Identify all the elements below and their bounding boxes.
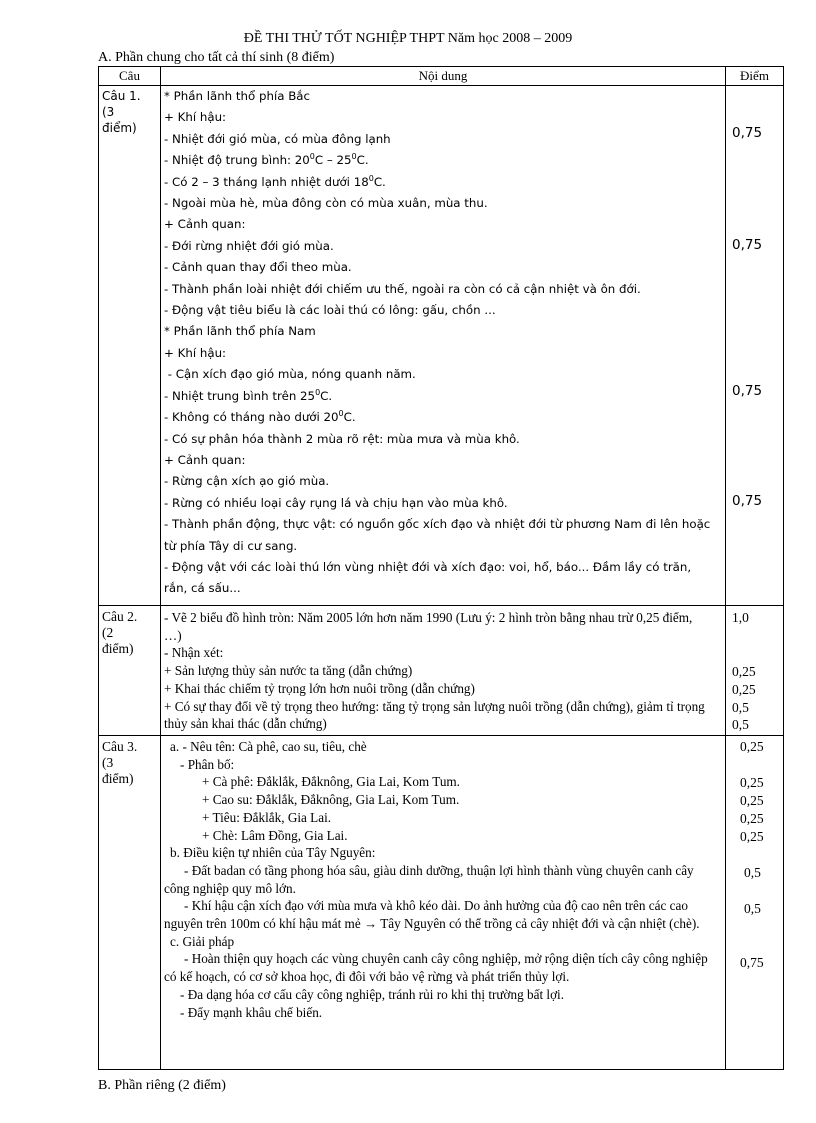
content-line: + Chè: Lâm Đồng, Gia Lai. [202, 827, 348, 843]
content-line: + Cà phê: Đắklắk, Đắknông, Gia Lai, Kom Tum. [202, 774, 460, 790]
score-value: 0,75 [732, 383, 763, 399]
section-a-heading: A. Phần chung cho tất cả thí sinh (8 điểm) [98, 50, 335, 65]
content-line: - Đới rừng nhiệt đới gió mùa. [164, 238, 334, 253]
content-line: - Động vật với các loài thú lớn vùng nhiệt đới và xích đạo: voi, hổ, báo... Đầm lầy có trăn, rắn, cá sấu... [164, 559, 692, 596]
content-line: - Đất badan có tầng phong hóa sâu, giàu dinh dưỡng, thuận lợi hình thành vùng chuyên canh cây công nghiệp quy mô lớn. [164, 862, 694, 896]
question-label-text: (2 [102, 625, 114, 640]
superscript-degree: 0 [338, 409, 344, 419]
content-line: - Cận xích đạo gió mùa, nóng quanh năm. [164, 367, 416, 382]
content-text: - Nhiệt trung bình trên 25 [164, 388, 316, 403]
question-label-text: Câu 1. [102, 89, 141, 103]
question-1-content [161, 86, 726, 606]
question-2-content [161, 606, 726, 736]
question-label-text: Câu 2. [102, 609, 138, 624]
arrow-right-icon: → [363, 916, 378, 932]
score-value: 0,25 [740, 811, 764, 826]
score-value: 0,25 [732, 664, 756, 679]
content-line: * Phần lãnh thổ phía Bắc [164, 89, 311, 103]
score-value: 0,25 [740, 829, 764, 844]
score-value: 0,75 [740, 955, 764, 970]
answer-table [98, 66, 784, 1070]
content-line: - Cảnh quan thay đổi theo mùa. [164, 260, 352, 275]
question-1-label [99, 86, 161, 606]
content-text: - Không có tháng nào dưới 20 [164, 410, 339, 425]
question-3-content [161, 736, 726, 1070]
question-3-row [99, 736, 784, 1070]
content-line: - Vẽ 2 biểu đồ hình tròn: Năm 2005 lớn hơn năm 1990 (Lưu ý: 2 hình tròn bằng nhau trừ 0,25 điểm, …) [164, 610, 693, 643]
score-value: 0,5 [732, 717, 749, 732]
score-value: 0,5 [744, 901, 761, 916]
content-line: + Khí hậu: [164, 110, 227, 125]
header-diem: Điểm [726, 67, 784, 86]
content-text: C. [356, 153, 369, 168]
content-line: - Thành phần loài nhiệt đới chiếm ưu thế, ngoài ra còn có cả cận nhiệt và ôn đới. [164, 281, 641, 296]
content-text: Tây Nguyên có thể trồng cả cây nhiệt đới và cận nhiệt (chè). [380, 916, 700, 932]
question-1-scores [726, 86, 784, 606]
content-line: + Khai thác chiếm tỷ trọng lớn hơn nuôi trồng (dẫn chứng) [164, 680, 475, 696]
content-line: + Tiêu: Đắklắk, Gia Lai. [202, 809, 332, 825]
score-value: 0,5 [744, 865, 761, 880]
header-cau: Câu [99, 67, 161, 86]
content-line: + Có sự thay đổi về tỷ trọng theo hướng: tăng tỷ trọng sản lượng nuôi trồng (dẫn chứng), giảm tỉ trọng thủy sản khai thác (dẫn chứng) [164, 698, 705, 732]
score-value: 0,5 [732, 700, 749, 715]
content-line: - Đẩy mạnh khâu chế biến. [180, 1004, 323, 1020]
score-value: 0,25 [740, 775, 764, 790]
question-3-scores [726, 736, 784, 1070]
content-line: - Rừng cận xích ạo gió mùa. [164, 474, 330, 489]
content-line: - Hoàn thiện quy hoạch các vùng chuyên canh cây công nghiệp, mở rộng diện tích cây công nghiệp có kế hoạch, có cơ sở khoa học, đi đôi với bảo vệ rừng và phát triển thủy lợi. [164, 951, 708, 985]
content-line: - Rừng có nhiều loại cây rụng lá và chịu hạn vào mùa khô. [164, 495, 508, 510]
content-line: - Nhận xét: [164, 645, 224, 661]
content-line [164, 172, 722, 193]
content-text: C. [343, 410, 356, 425]
content-line: * Phần lãnh thổ phía Nam [164, 324, 316, 339]
question-label-text: điểm) [102, 771, 134, 786]
score-value: 0,25 [740, 739, 764, 754]
question-2-scores [726, 606, 784, 736]
score-value: 0,75 [732, 125, 763, 141]
content-line: - Ngoài mùa hè, mùa đông còn có mùa xuân, mùa thu. [164, 196, 488, 211]
content-text: - Có 2 – 3 tháng lạnh nhiệt dưới 18 [164, 174, 369, 189]
score-value: 0,75 [732, 493, 763, 509]
question-2-row [99, 606, 784, 736]
content-line: - Nhiệt đới gió mùa, có mùa đông lạnh [164, 131, 391, 146]
question-label-text: (3 [102, 105, 115, 119]
content-line [164, 386, 722, 407]
content-line: + Sản lượng thủy sản nước ta tăng (dẫn chứng) [164, 663, 413, 679]
content-line: - Có sự phân hóa thành 2 mùa rõ rệt: mùa mưa và mùa khô. [164, 431, 520, 446]
content-line: a. - Nêu tên: Cà phê, cao su, tiêu, chè [170, 739, 367, 754]
score-value: 0,25 [740, 793, 764, 808]
question-label-text: điểm) [102, 641, 134, 656]
question-2-label [99, 606, 161, 736]
content-line: - Phân bố: [180, 756, 235, 772]
content-line [164, 897, 722, 932]
content-text: C – 25 [314, 153, 352, 168]
question-1-row [99, 86, 784, 606]
score-value: 0,25 [732, 682, 756, 697]
section-b-heading: B. Phần riêng (2 điểm) [98, 1078, 226, 1093]
content-line [164, 407, 722, 428]
superscript-degree: 0 [309, 152, 315, 162]
question-label-text: Câu 3. [102, 739, 138, 754]
superscript-degree: 0 [351, 152, 357, 162]
score-value: 0,75 [732, 237, 763, 253]
content-text: - Khí hậu cận xích đạo với mùa mưa và khô kéo dài. Do ảnh hưởng của độ cao nên trên các cao nguyên trên 100m có khí hậu mát mẻ [164, 898, 688, 932]
content-text: C. [373, 174, 386, 189]
content-line: c. Giải pháp [170, 933, 235, 949]
score-value: 1,0 [732, 610, 749, 625]
question-label-text: điểm) [102, 121, 137, 135]
content-text: - Nhiệt độ trung bình: 20 [164, 153, 310, 168]
content-line: + Khí hậu: [164, 345, 227, 360]
content-line: + Cảnh quan: [164, 452, 246, 467]
content-text: C. [320, 388, 333, 403]
content-line: b. Điều kiện tự nhiên của Tây Nguyên: [170, 845, 376, 861]
content-line: + Cao su: Đắklắk, Đắknông, Gia Lai, Kom Tum. [202, 792, 460, 808]
content-line: - Đa dạng hóa cơ cấu cây công nghiệp, tránh rủi ro khi thị trường bất lợi. [180, 986, 565, 1002]
question-3-label [99, 736, 161, 1070]
content-line: - Thành phần động, thực vật: có nguồn gốc xích đạo và nhiệt đới từ phương Nam đi lên hoặc từ phía Tây di cư sang. [164, 517, 711, 553]
header-noi-dung: Nội dung [161, 67, 726, 86]
content-line: - Động vật tiêu biểu là các loài thú có lông: gấu, chồn ... [164, 303, 496, 318]
content-line: + Cảnh quan: [164, 217, 246, 232]
superscript-degree: 0 [315, 387, 321, 397]
page-title: ĐỀ THI THỬ TỐT NGHIỆP THPT Năm học 2008 – 2009 [243, 31, 573, 46]
question-label-text: (3 [102, 755, 114, 770]
superscript-degree: 0 [368, 173, 374, 183]
content-line [164, 150, 722, 171]
